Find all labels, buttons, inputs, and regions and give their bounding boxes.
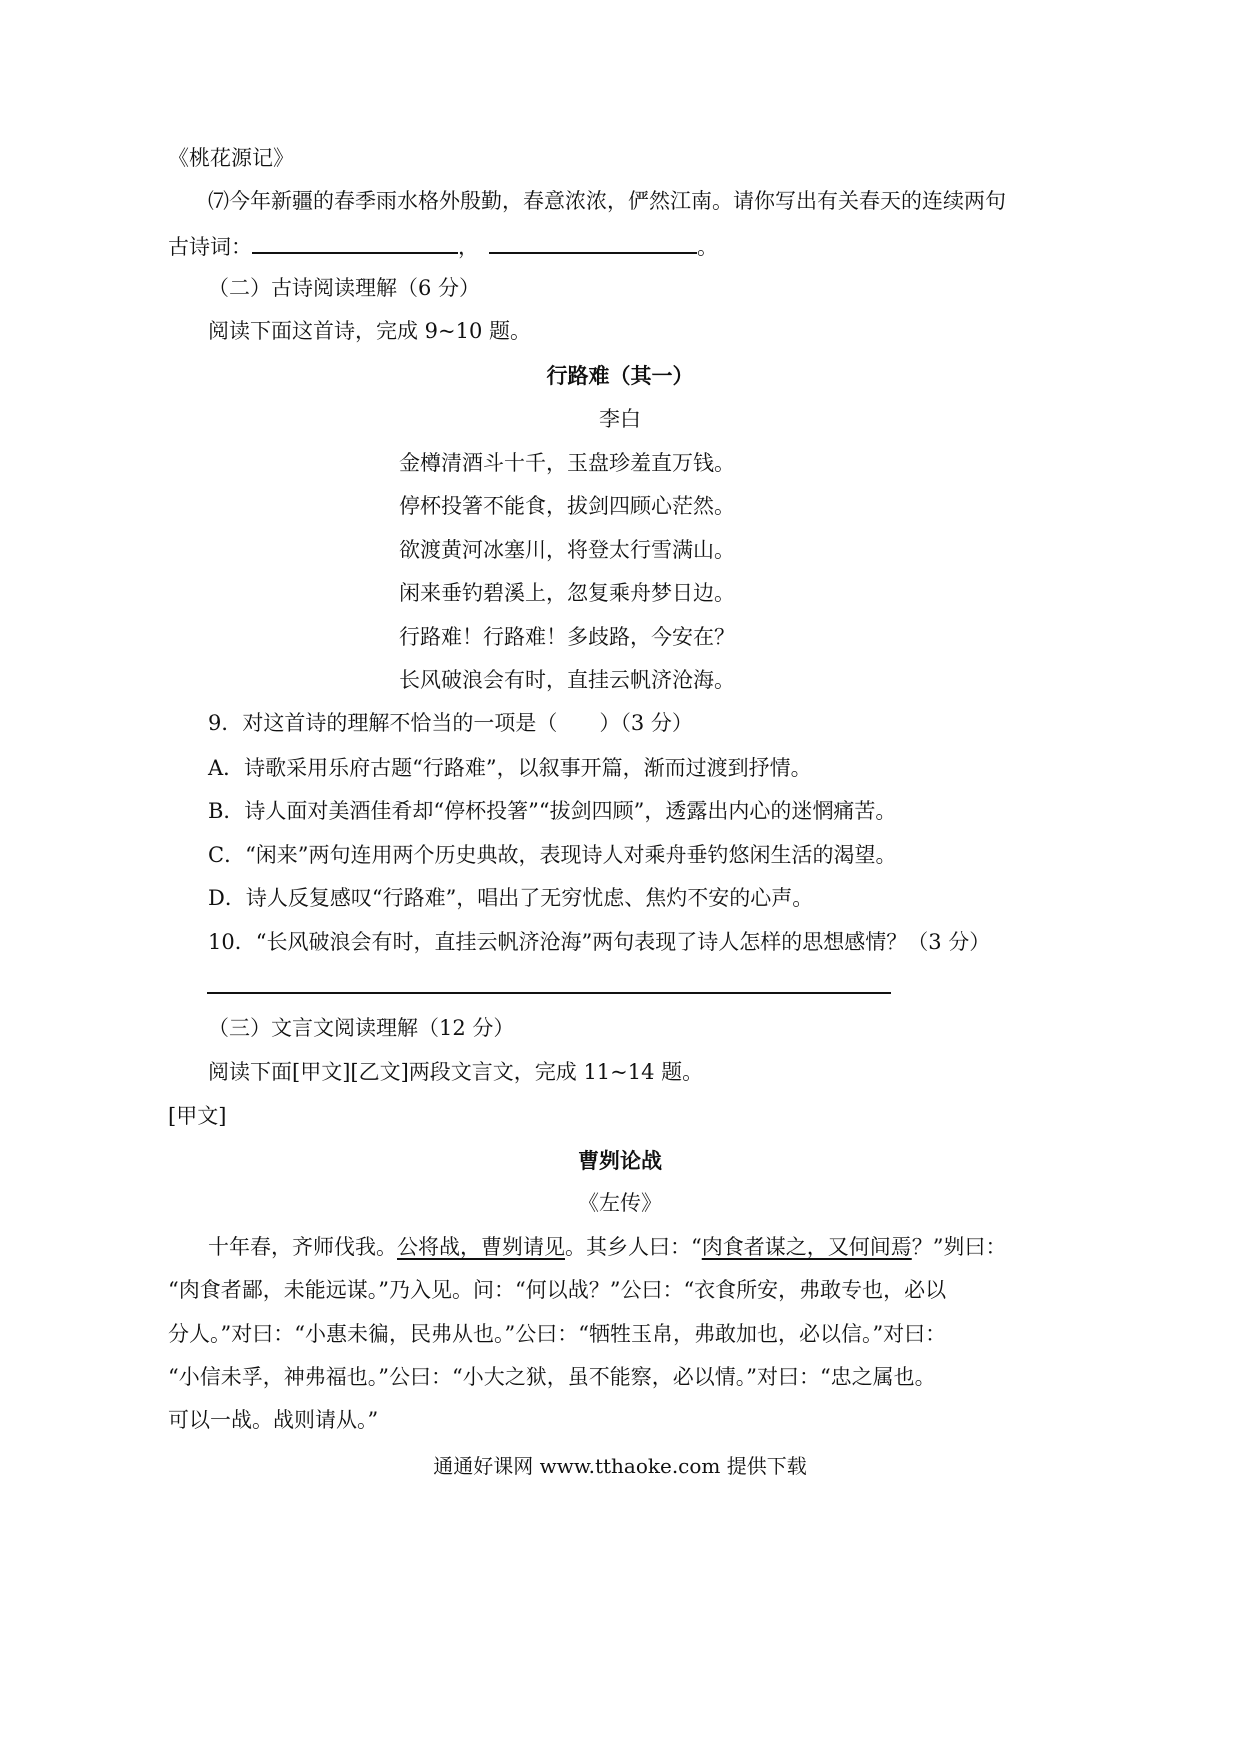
q7-prefix: 古诗词：	[168, 235, 252, 259]
q9-stem: 9．对这首诗的理解不恰当的一项是（ ）（3 分）	[208, 711, 693, 735]
poem-author: 李白	[599, 407, 641, 431]
text-a-source: 《左传》	[578, 1191, 662, 1215]
text-a-title: 曹刿论战	[578, 1148, 662, 1173]
text-a-line-5: 可以一战。战则请从。”	[168, 1408, 379, 1432]
text-a-underlined-2: 肉食者谋之，又何间焉	[701, 1235, 912, 1259]
q9-option-d: D．诗人反复感叹“行路难”，唱出了无穷忧虑、焦灼不安的心声。	[208, 886, 814, 910]
text-a-segment: ？”刿曰：	[911, 1235, 1007, 1259]
poem-title: 行路难（其一）	[546, 363, 694, 388]
text-a-line-3: 分人。”对曰：“小惠未徧，民弗从也。”公曰：“牺牲玉帛，弗敢加也，必以信。”对曰：	[168, 1322, 947, 1346]
section3-heading: （三）文言文阅读理解（12 分）	[208, 1016, 515, 1040]
q7-line2	[168, 234, 718, 258]
q9-option-b: B．诗人面对美酒佳肴却“停杯投箸”“拔剑四顾”，透露出内心的迷惘痛苦。	[208, 799, 897, 823]
prev-section-tail: 《桃花源记》	[168, 146, 294, 170]
q10-answer-line[interactable]	[207, 992, 891, 994]
poem-line: 欲渡黄河冰塞川，将登太行雪满山。	[399, 538, 735, 562]
q9-option-c: C．“闲来”两句连用两个历史典故，表现诗人对乘舟垂钓悠闲生活的渴望。	[208, 843, 897, 867]
text-a-underlined-1: 公将战，曹刿请见	[397, 1235, 565, 1259]
section2-heading: （二）古诗阅读理解（6 分）	[208, 276, 481, 300]
q10-stem: 10．“长风破浪会有时，直挂云帆济沧海”两句表现了诗人怎样的思想感情？（3 分）	[208, 930, 991, 954]
q7-line1: ⑺今年新疆的春季雨水格外殷勤，春意浓浓，俨然江南。请你写出有关春天的连续两句	[208, 189, 1006, 213]
poem-line: 金樽清酒斗十千，玉盘珍羞直万钱。	[399, 451, 735, 475]
q7-comma: ，	[458, 235, 479, 259]
text-a-segment: 。其乡人曰：“	[565, 1235, 702, 1259]
page-footer: 通通好课网 www.tthaoke.com 提供下载	[433, 1454, 807, 1478]
section2-instruction: 阅读下面这首诗，完成 9~10 题。	[208, 319, 532, 343]
answer-blank-1[interactable]	[252, 234, 458, 254]
text-a-label: [甲文]	[168, 1104, 227, 1128]
text-a-line-2: “肉食者鄙，未能远谋。”乃入见。问：“何以战？”公曰：“衣食所安，弗敢专也，必以	[168, 1278, 947, 1302]
poem-line: 长风破浪会有时，直挂云帆济沧海。	[399, 668, 735, 692]
answer-blank-2[interactable]	[489, 234, 697, 254]
text-a-segment: 十年春，齐师伐我。	[208, 1235, 397, 1259]
poem-line: 行路难！行路难！多歧路，今安在？	[399, 625, 735, 649]
section3-instruction: 阅读下面[甲文][乙文]两段文言文，完成 11~14 题。	[208, 1060, 704, 1084]
text-a-line-4: “小信未孚，神弗福也。”公曰：“小大之狱，虽不能察，必以情。”对曰：“忠之属也。	[168, 1365, 936, 1389]
text-a-line-1	[208, 1237, 1007, 1258]
poem-line: 闲来垂钓碧溪上，忽复乘舟梦日边。	[399, 581, 735, 605]
poem-line: 停杯投箸不能食，拔剑四顾心茫然。	[399, 494, 735, 518]
q9-option-a: A．诗歌采用乐府古题“行路难”，以叙事开篇，渐而过渡到抒情。	[208, 756, 812, 780]
q7-period: 。	[697, 235, 718, 259]
